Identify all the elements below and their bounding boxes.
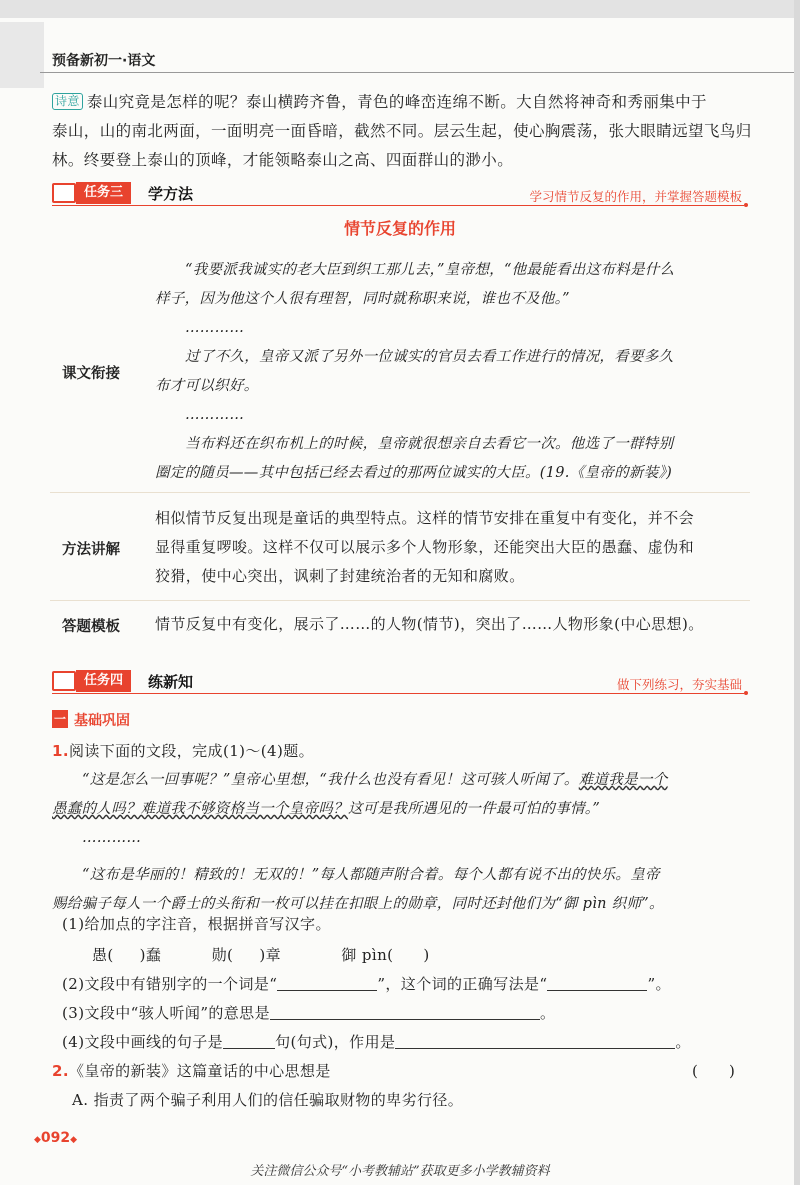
ellipsis-line: ………… (185, 320, 245, 336)
task4-rule-dot (744, 691, 748, 695)
method-line: 显得重复啰唆。这样不仅可以展示多个人物形象，还能突出大臣的愚蠢、虚伪和 (155, 538, 695, 556)
section-number-badge: 一 (53, 712, 66, 726)
sub-question-3: (3)文段中“骇人听闻”的意思是 。 (62, 1004, 556, 1022)
task3-tag: 任务三 (76, 182, 131, 204)
ellipsis-line: ………… (185, 407, 245, 423)
row-label-template: 答题模板 (62, 619, 120, 635)
answer-blank[interactable] (547, 990, 647, 991)
quote-line: 布才可以织好。 (155, 378, 259, 394)
quote-line: “我要派我诚实的老大臣到织工那儿去，”皇帝想，“他最能看出这布料是什么 (185, 262, 675, 278)
header-title: 预备新初一·语文 (52, 53, 156, 69)
passage-line: 愚蠢的人吗？难道我不够资格当一个皇帝吗？这可是我所遇见的一件最可怕的事情。” (52, 801, 601, 817)
method-line: 狡猾，使中心突出，讽刺了封建统治者的无知和腐败。 (155, 567, 525, 585)
footer-note: 关注微信公众号“小考教辅站”获取更多小学教辅资料 (250, 1164, 550, 1179)
answer-blank[interactable] (395, 1048, 675, 1049)
poem-line-2: 泰山，山的南北两面，一面明亮一面昏暗，截然不同。层云生起，使心胸震荡，张大眼睛远望飞鸟归 (52, 122, 752, 140)
poem-badge: 诗意 (52, 93, 83, 110)
poem-paragraph (52, 88, 762, 175)
row-divider (50, 600, 750, 601)
book-icon (52, 183, 76, 203)
row-content-method (155, 504, 755, 591)
pencil-note-icon (52, 671, 76, 691)
sub-question-2: (2)文段中有错别字的一个词是“ ”，这个词的正确写法是“ ”。 (62, 975, 671, 993)
row-content-text-link (155, 256, 755, 488)
pinyin-blank-1[interactable]: 愚( )蠢 (92, 946, 162, 964)
task4-note: 做下列练习，夯实基础 (616, 677, 742, 692)
task3-rule-dot (744, 203, 748, 207)
question-1 (52, 737, 762, 766)
quote-line: 当布料还在织布机上的时候，皇帝就很想亲自去看它一次。他选了一群特别 (185, 436, 674, 452)
section-title: 基础巩固 (74, 713, 130, 729)
header-rule (40, 72, 800, 73)
question-2: 2.《皇帝的新装》这篇童话的中心思想是 (52, 1062, 331, 1080)
row-divider (50, 492, 750, 493)
page-number: ◆092◆ (34, 1130, 78, 1146)
row-label-text-link: 课文衔接 (62, 366, 120, 382)
poem-line-3: 林。终要登上泰山的顶峰，才能领略泰山之高、四面群山的渺小。 (52, 151, 514, 169)
passage-line: “这是怎么一回事呢？”皇帝心里想，“我什么也没有看见！这可骇人听闻了。难道我是一个 (82, 772, 668, 788)
question-1-passage (52, 766, 762, 919)
question-number: 1. (52, 742, 69, 760)
method-line: 相似情节反复出现是童话的典型特点。这样的情节安排在重复中有变化，并不会 (155, 509, 695, 527)
header-left-block (0, 22, 44, 88)
answer-blank[interactable] (223, 1048, 275, 1049)
sub-question-1-answers (92, 941, 692, 970)
page-edge (794, 0, 800, 1185)
question-1-prompt: 1.阅读下面的文段，完成(1)～(4)题。 (52, 742, 315, 760)
task3-title: 学方法 (148, 185, 194, 203)
quote-line: 圈定的随员——其中包括已经去看过的那两位诚实的大臣。(19.《皇帝的新装》) (155, 465, 673, 481)
row-label-method: 方法讲解 (62, 542, 120, 558)
question-number: 2. (52, 1062, 69, 1080)
passage-line: 赐给骗子每人一个爵士的头衔和一枚可以挂在扣眼上的勋章，同时还封他们为“御 pìn 织师”。 (52, 896, 664, 912)
sub-question-4: (4)文段中画线的句子是 句(句式)，作用是 。 (62, 1033, 691, 1051)
task4-title: 练新知 (148, 673, 194, 691)
answer-blank[interactable] (277, 990, 377, 991)
poem-line-1: 诗意 泰山究竟是怎样的呢？泰山横跨齐鲁，青色的峰峦连绵不断。大自然将神奇和秀丽集中于 (52, 88, 762, 117)
pinyin-blank-2[interactable]: 勋( )章 (211, 946, 281, 964)
task3-rule (52, 205, 744, 206)
task3-note: 学习情节反复的作用，并掌握答题模板 (529, 189, 742, 204)
task4-rule (52, 693, 744, 694)
answer-blank[interactable] (270, 1019, 540, 1020)
answer-paren[interactable]: ( ) (692, 1062, 736, 1080)
method-heading: 情节反复的作用 (343, 219, 456, 238)
ellipsis-line: ………… (82, 830, 142, 846)
quote-line: 过了不久，皇帝又派了另外一位诚实的官员去看工作进行的情况，看要多久 (185, 349, 674, 365)
option-a[interactable]: A. 指责了两个骗子利用人们的信任骗取财物的卑劣行径。 (72, 1091, 464, 1109)
task4-tag: 任务四 (76, 670, 131, 692)
top-edge-bar (0, 0, 800, 18)
row-content-template: 情节反复中有变化，展示了……的人物(情节)，突出了……人物形象(中心思想)。 (155, 615, 704, 633)
quote-line: 样子，因为他这个人很有理智，同时就称职来说，谁也不及他。” (155, 291, 570, 307)
passage-line: “这布是华丽的！精致的！无双的！”每人都随声附合着。每个人都有说不出的快乐。皇帝 (82, 867, 660, 883)
hanzi-blank[interactable]: 御 pìn( ) (341, 946, 430, 964)
sub-question-1: (1)给加点的字注音，根据拼音写汉字。 (62, 915, 331, 933)
